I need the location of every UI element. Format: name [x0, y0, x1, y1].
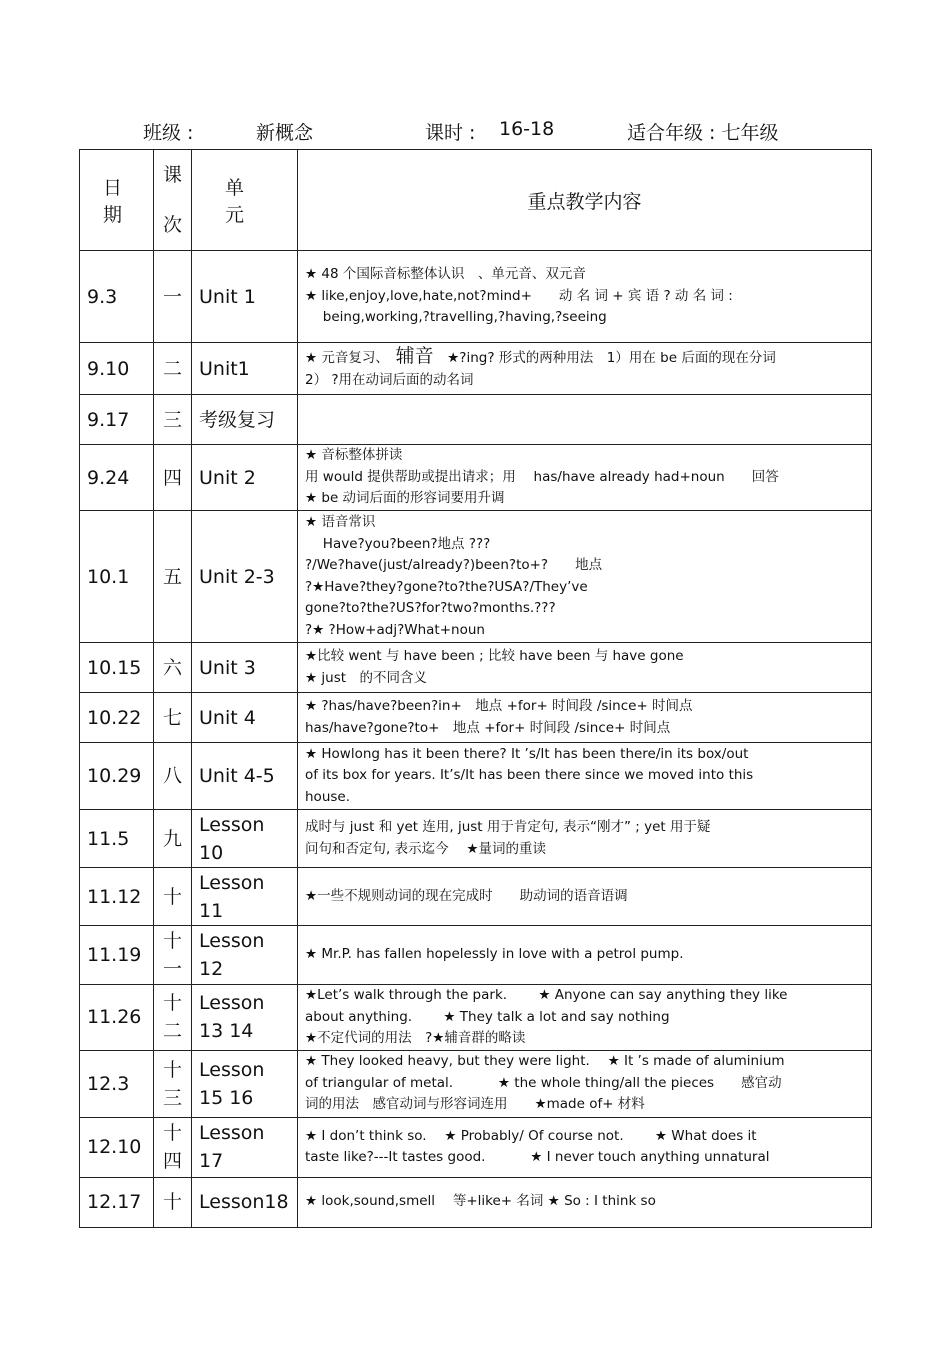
row-content [298, 643, 872, 693]
unit-line: 10 [199, 841, 224, 864]
row-unit [192, 343, 298, 395]
unit-line: Lesson [199, 813, 265, 836]
row-unit [192, 868, 298, 926]
unit-line: Unit1 [199, 357, 250, 380]
lesson-number-part: 一 [162, 958, 182, 980]
row-lesson-number [154, 1050, 192, 1117]
row-content [298, 743, 872, 810]
row-date: 9.24 [80, 445, 154, 511]
row-content [298, 1117, 872, 1177]
content-text: ★?ing? 形式的两种用法 1）用在 be 后面的现在分词 [433, 350, 776, 366]
row-date: 11.19 [80, 926, 154, 985]
row-unit [192, 810, 298, 868]
table-row [80, 743, 872, 810]
content-line: ★ Mr.P. has fallen hopelessly in love with a petrol pump. [305, 946, 684, 963]
table-row [80, 926, 872, 985]
unit-line: 考级复习 [199, 408, 276, 431]
unit-line: 12 [199, 958, 224, 980]
lesson-number-part: 七 [162, 706, 182, 729]
row-unit [192, 445, 298, 511]
lesson-number-part: 十 [162, 1191, 182, 1213]
hours-value: 16-18 [499, 118, 555, 140]
row-unit [192, 251, 298, 343]
unit-line: Lesson [199, 871, 265, 894]
content-line: of its box for years. It’s/It has been there since we moved into this [305, 767, 754, 784]
row-content [298, 985, 872, 1051]
row-content [298, 511, 872, 643]
row-date: 10.1 [80, 511, 154, 643]
table-row [80, 985, 872, 1051]
row-date: 11.5 [80, 810, 154, 868]
row-lesson-number [154, 1177, 192, 1227]
row-content [298, 1177, 872, 1227]
row-unit [192, 985, 298, 1051]
unit-line: Lesson [199, 1122, 265, 1144]
header-lesson-bottom: 次 [162, 214, 182, 236]
lesson-number-part: 二 [162, 1020, 182, 1043]
table-row [80, 1050, 872, 1117]
content-line: 2） ?用在动词后面的动名词 [305, 371, 474, 388]
content-line: about anything. ★ They talk a lot and say nothing [305, 1008, 670, 1025]
lesson-number-part: 五 [162, 565, 182, 588]
row-unit [192, 926, 298, 985]
lesson-plan-table [79, 149, 872, 1228]
hours-label: 课时 : [425, 122, 476, 144]
content-line: 问句和否定句, 表示迄今 ★量词的重读 [305, 840, 546, 857]
content-emphasis: 辅音 [395, 345, 434, 367]
header-unit: 单 元 [192, 150, 298, 251]
lesson-number-part: 六 [162, 656, 182, 679]
lesson-number-part: 一 [162, 285, 182, 308]
content-line: ★ like,enjoy,love,hate,not?mind+ 动 名 词 + 宾 语 ? 动 名 词 : [305, 287, 733, 304]
lesson-number-part: 八 [162, 765, 182, 787]
unit-line: Lesson [199, 1058, 265, 1081]
content-line: taste like?---It tastes good. ★ I never touch anything unnatural [305, 1149, 770, 1165]
content-line: ★ 音标整体拼读 [305, 447, 403, 464]
row-date: 9.3 [80, 251, 154, 343]
grade-label: 适合年级 : 七年级 [627, 122, 779, 144]
header-content: 重点教学内容 [298, 150, 872, 251]
row-lesson-number [154, 926, 192, 985]
content-line: ★不定代词的用法 ?★辅音群的略读 [305, 1030, 526, 1046]
unit-line: 11 [199, 899, 224, 922]
content-line: has/have?gone?to+ 地点 +for+ 时间段 /since+ 时间点 [305, 719, 671, 736]
unit-line: Unit 4-5 [199, 765, 275, 787]
unit-line: Lesson [199, 930, 265, 952]
unit-line: Unit 2-3 [199, 565, 275, 588]
row-unit [192, 643, 298, 693]
row-date: 10.22 [80, 693, 154, 743]
header-lesson-top: 课 [162, 164, 182, 186]
table-row [80, 511, 872, 643]
content-line: 成时与 just 和 yet 连用, just 用于肯定句, 表示“刚才” ; yet 用于疑 [305, 819, 711, 835]
table-row [80, 395, 872, 445]
lesson-number-part: 九 [162, 827, 182, 850]
content-line: 用 would 提供帮助或提出请求；用 has/have already had+noun 回答 [305, 468, 779, 485]
table-row [80, 868, 872, 926]
lesson-number-part: 二 [162, 357, 182, 380]
row-content [298, 445, 872, 511]
lesson-number-part: 十 [162, 1122, 182, 1144]
lesson-number-part: 三 [162, 408, 182, 431]
content-line: ★ 48 个国际音标整体认识 、单元音、双元音 [305, 266, 586, 283]
row-lesson-number [154, 343, 192, 395]
row-unit [192, 693, 298, 743]
content-line: ★ ?has/have?been?in+ 地点 +for+ 时间段 /since+ 时间点 [305, 698, 693, 714]
row-content [298, 926, 872, 985]
lesson-number-part: 四 [162, 466, 182, 489]
lesson-number-part: 十 [162, 930, 182, 952]
table-row [80, 1177, 872, 1227]
content-line: ★Let’s walk through the park. ★ Anyone can say anything they like [305, 987, 788, 1003]
row-unit [192, 511, 298, 643]
table-row [80, 251, 872, 343]
row-lesson-number [154, 810, 192, 868]
content-line: ★ look,sound,smell 等+like+ 名词 ★ So : I think so [305, 1193, 656, 1210]
row-lesson-number [154, 511, 192, 643]
row-content [298, 1050, 872, 1117]
class-value: 新概念 [256, 122, 314, 144]
row-date: 12.3 [80, 1050, 154, 1117]
row-date: 9.17 [80, 395, 154, 445]
row-lesson-number [154, 445, 192, 511]
page-header [0, 118, 950, 146]
lesson-number-part: 十 [162, 1058, 182, 1081]
row-lesson-number [154, 643, 192, 693]
lesson-number-part: 四 [162, 1150, 182, 1172]
content-line: ★ 语音常识 [305, 514, 376, 530]
content-line: 词的用法 感官动词与形容词连用 ★made of+ 材料 [305, 1096, 645, 1113]
content-line: being,working,?travelling,?having,?seeing [305, 309, 607, 326]
row-lesson-number [154, 743, 192, 810]
table-row [80, 643, 872, 693]
content-line: ★ They looked heavy, but they were light. ★ It ’s made of aluminium [305, 1053, 785, 1070]
lesson-number-part: 十 [162, 992, 182, 1015]
unit-line: Unit 4 [199, 706, 256, 729]
row-date: 11.26 [80, 985, 154, 1051]
row-unit [192, 743, 298, 810]
row-date: 9.10 [80, 343, 154, 395]
unit-line: Lesson18 [199, 1191, 289, 1213]
unit-line: Unit 2 [199, 466, 256, 489]
table-row [80, 343, 872, 395]
row-content [298, 395, 872, 445]
row-lesson-number [154, 251, 192, 343]
row-unit [192, 1177, 298, 1227]
content-line [305, 346, 864, 370]
class-label: 班级 : [143, 122, 194, 144]
table-row [80, 693, 872, 743]
unit-line: 17 [199, 1150, 224, 1172]
unit-line: 13 14 [199, 1020, 254, 1043]
row-content [298, 693, 872, 743]
content-line: ★ Howlong has it been there? It ’s/It has been there/in its box/out [305, 745, 749, 762]
row-lesson-number [154, 693, 192, 743]
content-line: ★比较 went 与 have been ; 比较 have been 与 have gone [305, 648, 684, 664]
row-date: 12.10 [80, 1117, 154, 1177]
row-lesson-number [154, 1117, 192, 1177]
table-row [80, 1117, 872, 1177]
content-line: ★一些不规则动词的现在完成时 助动词的语音语调 [305, 887, 628, 904]
row-unit [192, 395, 298, 445]
content-line: gone?to?the?US?for?two?months.??? [305, 600, 556, 616]
content-line: Have?you?been?地点 ??? [305, 535, 491, 552]
content-line: house. [305, 788, 351, 805]
row-content [298, 343, 872, 395]
lesson-number-part: 三 [162, 1086, 182, 1109]
lesson-number-part: 十 [162, 885, 182, 908]
content-line: ?★Have?they?gone?to?the?USA?/They’ve [305, 578, 588, 595]
table-header-row [80, 150, 872, 251]
table-row [80, 445, 872, 511]
unit-line: Lesson [199, 992, 265, 1015]
row-content [298, 251, 872, 343]
row-lesson-number [154, 985, 192, 1051]
row-content [298, 868, 872, 926]
content-line: ?/We?have(just/already?)been?to+? 地点 [305, 557, 603, 573]
row-date: 10.29 [80, 743, 154, 810]
content-line: ★ just 的不同含义 [305, 669, 428, 686]
table-row [80, 810, 872, 868]
row-unit [192, 1050, 298, 1117]
row-lesson-number [154, 395, 192, 445]
header-date: 日 期 [80, 150, 154, 251]
unit-line: 15 16 [199, 1086, 254, 1109]
row-unit [192, 1117, 298, 1177]
content-line: of triangular of metal. ★ the whole thing/all the pieces 感官动 [305, 1074, 782, 1091]
content-text: ★ 元音复习、 [305, 350, 396, 366]
content-line: ?★ ?How+adj?What+noun [305, 621, 485, 638]
content-line: ★ I don’t think so. ★ Probably/ Of course not. ★ What does it [305, 1127, 757, 1144]
row-date: 11.12 [80, 868, 154, 926]
content-line: ★ be 动词后面的形容词要用升调 [305, 490, 505, 507]
row-date: 10.15 [80, 643, 154, 693]
row-content [298, 810, 872, 868]
header-lesson [154, 150, 192, 251]
row-date: 12.17 [80, 1177, 154, 1227]
unit-line: Unit 1 [199, 285, 256, 308]
unit-line: Unit 3 [199, 656, 256, 679]
row-lesson-number [154, 868, 192, 926]
